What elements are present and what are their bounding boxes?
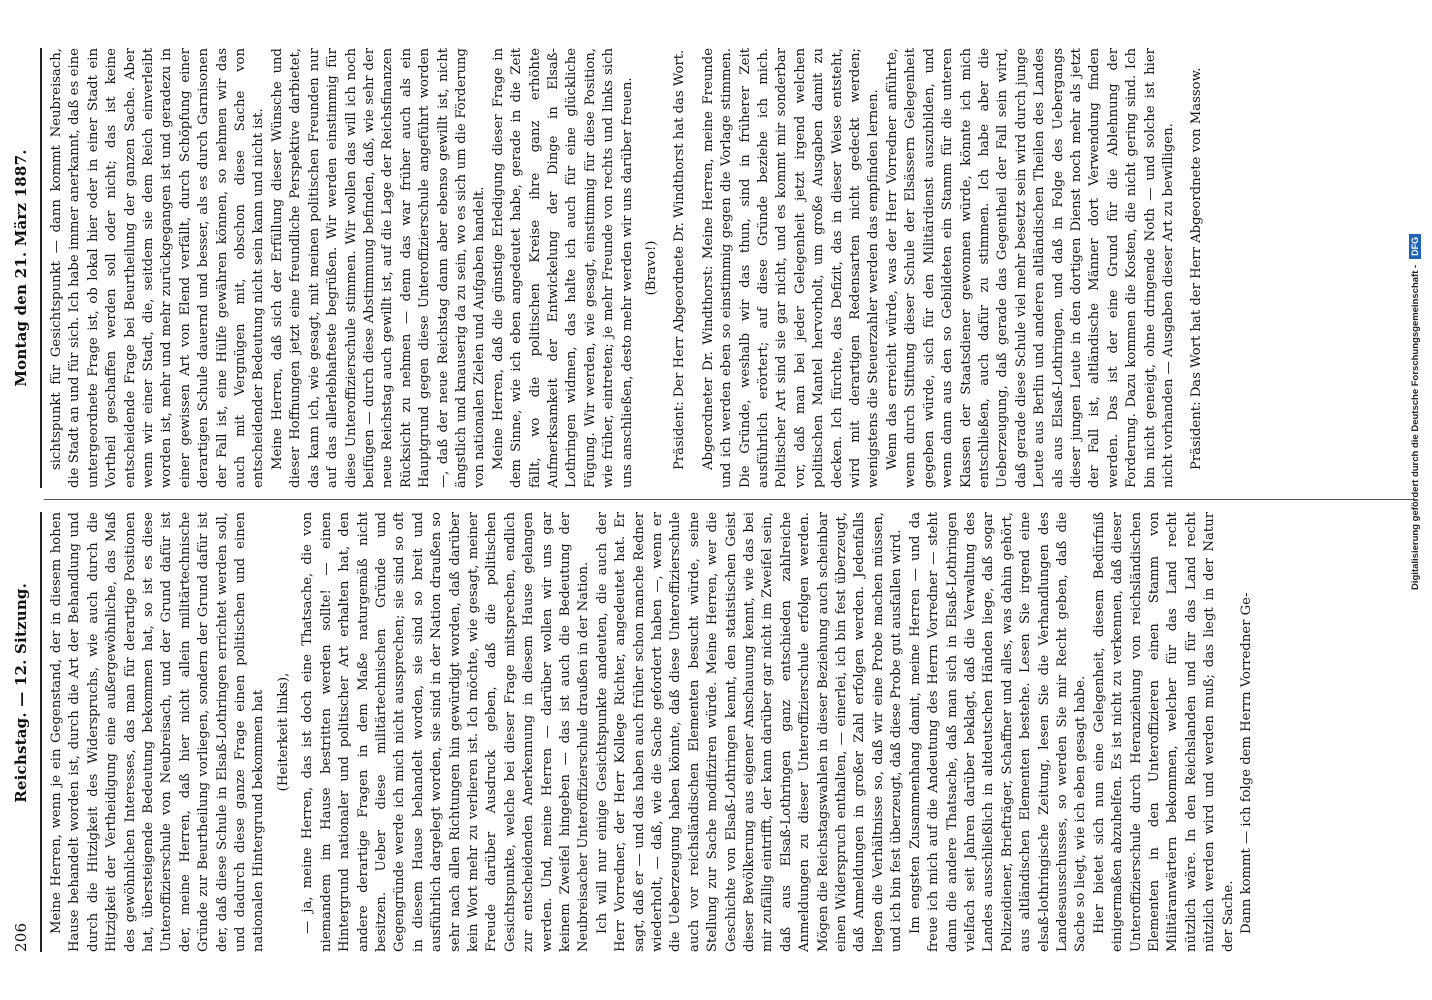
paragraph: Hier bietet sich nun eine Gelegenheit, diesem Bedürfniß einigermaßen abzuhelfen. Es ist nicht zu verkennen, daß dieser Unteroffizierschule durch Heranziehung von reichsländischen Elementen in den Unteroffizieren einen Stamm von Militäranwärtern bekommen, welcher für das Land recht nützlich wäre. In den Reichslanden und für das Land recht nützlich werden wird und werden muß; das liegt in der Natur der Sache.: [1091, 512, 1236, 952]
page-number: 206: [12, 922, 30, 952]
paragraph: Meine Herren, daß sich der Erfüllung dieser Wünsche und dieser Hoffnungen jetzt eine freundliche Perspektive darbietet, das kann ich, wie gesagt, mit meinen politischen Freunden nur auf das allerlebhafteste begrüßen. Wir werden einstimmig für diese Unteroffizierschule stimmen. Wir wollen das will ich noch beifügen — durch diese Abstimmung befinden, daß, wie sehr der neue Reichstag auch gewillt ist, auf die Lage der Reichsfinanzen Rücksicht zu nehmen — denn das war früher auch als ein Hauptgrund gegen diese Unteroffizierschule angeführt worden —, daß der neue Reichstag dann aber ebenso gewillt ist, nicht ängstlich und knauserig da zu sein, wo es sich um die Förderung von nationalen Zielen und Aufgaben handelt.: [269, 48, 488, 488]
dfg-credit-text: Digitalisierung gefördert durch die Deutsche Forschungsgemeinschaft -: [1409, 264, 1421, 590]
paragraph: Ich will nur einige Gesichtspunkte andeuten, die auch der Herr Vorredner, der Herr Kollege Richter, angedeutet hat. Er sagt, daß er — und das haben auch früher schon manche Redner wiederholt, — daß, wie die Sache gefordert haben —, wenn er die Ueberzeugung haben könnte, daß diese Unteroffizierschule auch vor reichsländischen Elementen besucht würde, seine Stellung zur Sache modifiziren würde. Meine Herren, wer die Geschichte von Elsaß-Lothringen kennt, den statistischen Geist dieser Bevölkerung aus eigener Anschauung kennt, wie das bei mir zufällig eintrifft, der kann darüber gar nicht im Zweifel sein, daß aus Elsaß-Lothringen ganz entschieden zahlreiche Anmeldungen zu dieser Unteroffizierschule erfolgen werden. Mögen die Reichstagswahlen in dieser Beziehung auch scheinbar einen Widerspruch enthalten, — einerlei, ich bin fest überzeugt, daß Anmeldungen in großer Zahl erfolgen werden. Jedenfalls liegen die Verhältnisse so, daß wir eine Probe machen müssen, und ich bin fest überzeugt, daß diese Probe gut ausfallen wird.: [594, 512, 905, 952]
left-header-rule: [40, 512, 42, 952]
paragraph: Im engsten Zusammenhang damit, meine Herren — und da freue ich mich auf die Andeutung des Herrn Vorredner — steht dann die andere Thatsache, daß man sich in Elsaß-Lothringen vielfach seit Jahren darüber beklagt, daß die Verwaltung des Landes ausschließlich in altdeutschen Händen liege, daß sogar Polizeidiener, Briefträger, Schaffner und alles, was dahin gehört, aus altländischen Elementen bestehe. Lesen Sie irgend eine elsaß-lothringische Zeitung, lesen Sie die Verhandlungen des Landesausschusses, so werden Sie mir Recht geben, daß die Sache so liegt, wie ich eben gesagt habe.: [907, 512, 1089, 952]
paragraph: — ja, meine Herren, das ist doch eine Thatsache, die von niemandem im Hause bestritten werden sollte! — einen Hintergrund nationaler und politischer Art erhalten hat, den andere derartige Fragen in dem Maße naturgemäß nicht besitzen. Ueber diese militärtechnischen Gründe und Gegengründe werde ich mich nicht aussprechen; sie sind so oft in diesem Hause behandelt worden, sie sind so breit und ausführlich dargelegt worden, sie sind in der Nation draußen so sehr nach allen Richtungen hin gewürdigt worden, daß darüber kein Wort mehr zu verlieren ist. Ich möchte, wie gesagt, meiner Freude darüber Ausdruck geben, daß die politischen Gesichtspunkte, welche bei dieser Frage mitsprechen, endlich zur entscheidenden Anerkennung in diesem Hause gelangen werden. Und, meine Herren — darüber wollen wir uns gar keinem Zweifel hingeben — das ist auch die Bedeutung der Neubreisacher Unteroffizierschule draußen in der Nation.: [300, 512, 592, 952]
paragraph: Abgeordneter Dr. Windthorst: Meine Herren, meine Freunde und ich werden eben so einstimmig gegen die Vorlage stimmen. Die Gründe, weshalb wir das thun, sind in früherer Zeit ausführlich erörtert; auf diese Gründe beziehe ich mich. Politischer Art sind sie gar nicht, und es kommt mir sonderbar vor, daß man bei jeder Gelegenheit jetzt irgend welchen politischen Mantel hervorholt, um große Ausgaben damit zu decken. Ich fürchte, das Defizit, das in dieser Weise entsteht, wird mit derartigen Redensarten nicht gedeckt werden; wenigstens die Steuerzahler werden das empfinden lernen.: [700, 48, 882, 488]
left-running-title: Reichstag. — 12. Sitzung.: [12, 582, 30, 803]
dfg-credit: [1402, 0, 1428, 1000]
right-page-header: [12, 48, 36, 488]
right-header-rule: [40, 48, 42, 488]
interjection: (Heiterkeit links),: [275, 672, 291, 792]
paragraph: sichtspunkt für Gesichtspunkt — dann kommt Neubreisach, die Stadt an und für sich. Ich habe immer anerkannt, daß es eine untergeordnete Frage ist, ob lokal hier oder in einer Stadt ein Vortheil geschaffen werden soll oder nicht; das ist keine entscheidende Frage bei Beurtheilung der ganzen Sache. Aber wenn wir einer Stadt, die, seitdem sie dem Reich einverleibt worden ist, mehr und mehr zurückgegangen ist und geradezu in einer gewissen Art von Elend verfällt, durch Schöpfung einer derartigen Schule dauernd und besser, als es durch Garnisonen der Fall ist, eine Hülfe gewähren können, so nehmen wir das auch mit Vergnügen mit, obschon diese Sache von entscheidender Bedeutung nicht sein kann und nicht ist.: [49, 48, 267, 488]
interjection: (Bravo!): [644, 240, 659, 296]
right-running-title: Montag den 21. März 1887.: [12, 149, 30, 387]
column-divider: [44, 499, 1414, 500]
paragraph: Präsident: Der Herr Abgeordnete Dr. Windthorst hat das Wort.: [672, 49, 688, 470]
paragraph: Meine Herren, daß die günstige Erledigung dieser Frage in dem Sinne, wie ich eben angedeutet habe, gerade in die Zeit fällt, wo die politischen Kreise ihre ganz erhöhte Aufmerksamkeit der Entwickelung der Dinge in Elsaß-Lothringen widmen, das halte ich auch für eine glückliche Fügung. Wir werden, wie gesagt, einstimmig für diese Position, wie früher, eintreten; je mehr Freunde von rechts und links sich uns anschließen, desto mehr werden wir uns darüber freuen.: [490, 48, 635, 488]
left-text-column: [48, 512, 1423, 952]
paragraph: Präsident: Das Wort hat der Herr Abgeordnete von Massow.: [1189, 67, 1205, 470]
paragraph: Wenn das erreicht würde, was der Herr Vorredner anführte, wenn durch Stiftung dieser Schule der Elsässern Gelegenheit gegeben würde, sich für den Militärdienst auszubilden, und wenn dann aus den so Gebildeten ein Stamm für die unteren Klassen der Staatsdiener gewonnen würde, könnte ich mich entschließen, auch dafür zu stimmen. Ich habe aber die Ueberzeugung, daß gerade das Gegentheil der Fall sein wird, daß gerade diese Schule viel mehr besetzt sein wird durch junge Leute aus Berlin und anderen altländischen Theilen des Landes als aus Elsaß-Lothringen, und daß in Folge des Uebergangs dieser jungen Leute in den dortigen Dienst noch mehr als jetzt der Fall ist, altländische Männer dort Verwendung finden werden. Das ist der eine Grund für die Ablehnung der Forderung. Dazu kommen die Kosten, die nicht gering sind. Ich bin nicht geneigt, ohne dringende Noth — und solche ist hier nicht vorhanden — Ausgaben dieser Art zu bewilligen.: [884, 48, 1176, 488]
dfg-logo: DFG: [1409, 234, 1421, 259]
paragraph: Dann kommt — ich folge dem Herrn Vorredner Ge-: [1239, 592, 1254, 934]
paragraph: Meine Herren, wenn je ein Gegenstand, der in diesem hohen Hause behandelt worden ist, durch die Art der Behandlung und durch die Hitzigkeit des Widerspruchs, wie auch durch die Hitzigkeit der Vertheidigung eine außergewöhnliche, das Maß des gewöhnlichen Interesses, das man für derartige Positionen hat, übersteigende Bedeutung bekommen hat, so ist es diese Unteroffizierschule von Neubreisach, und der Grund dafür ist der, meine Herren, daß hier nicht allein militärtechnische Gründe zur Beurtheilung vorliegen, sondern der Grund dafür ist der, daß diese Schule in Elsaß-Lothringen errichtet werden soll, und dadurch diese ganze Frage einen politischen und einen nationalen Hintergrund bekommen hat: [49, 512, 267, 952]
right-text-column: [48, 48, 1423, 488]
dfg-credit-strip: [1402, 0, 1428, 1000]
left-page-header: [12, 512, 36, 952]
